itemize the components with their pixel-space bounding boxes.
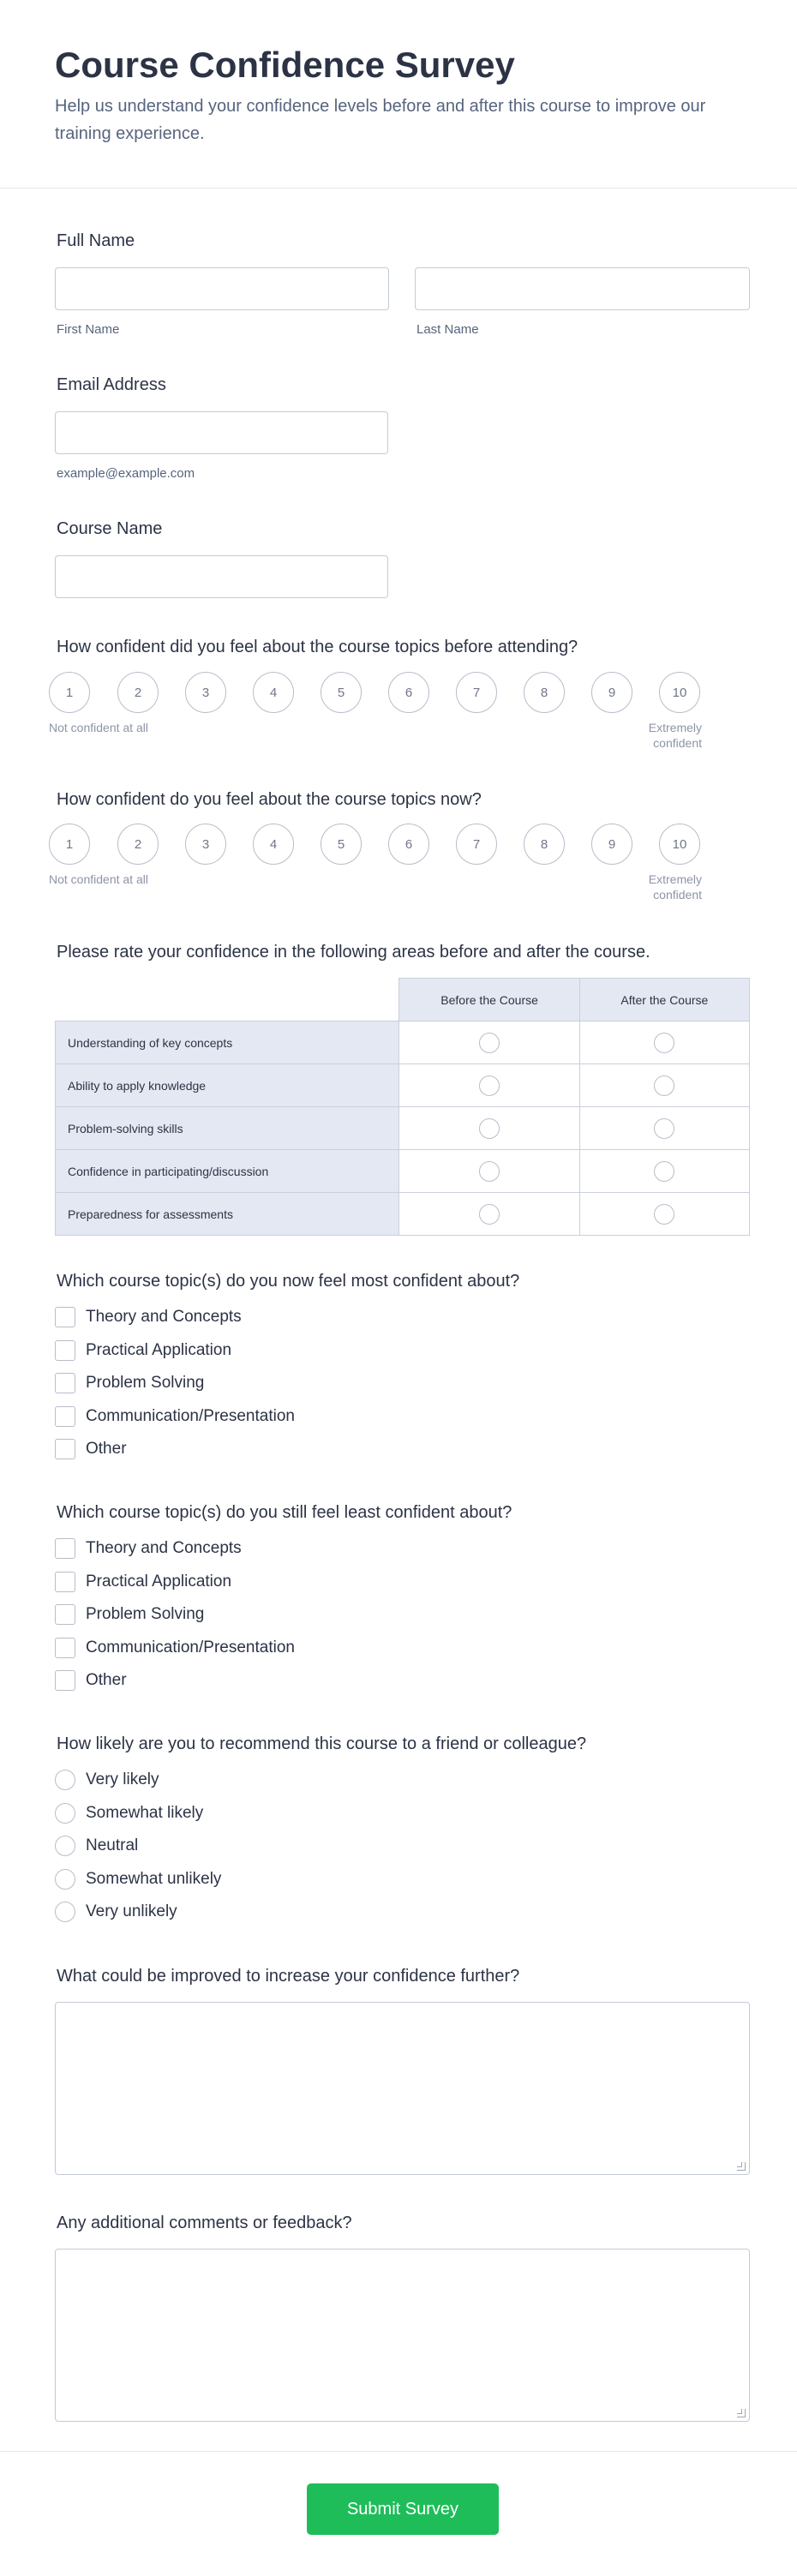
matrix-cell-after [579,1064,749,1107]
option-label: Other [86,1671,127,1689]
form-header [0,0,797,189]
matrix-row-label: Ability to apply knowledge [56,1064,399,1107]
scale-now-low-note: Not confident at all [49,872,148,886]
matrix-radio[interactable] [479,1204,500,1225]
scale-before-low-note: Not confident at all [49,721,148,734]
checkbox[interactable] [55,1638,75,1658]
footer-divider [0,2451,797,2452]
matrix-cell-before [399,1107,579,1150]
radio-button[interactable] [55,1902,75,1922]
matrix-col-before: Before the Course [399,979,579,1021]
confidence-matrix [55,978,750,1236]
scale-option-9[interactable]: 9 [591,824,632,865]
matrix-row-label: Preparedness for assessments [56,1193,399,1236]
checkbox[interactable] [55,1340,75,1361]
matrix-cell-after [579,1150,749,1193]
improve-label: What could be improved to increase your confidence further? [57,1967,520,1986]
matrix-radio[interactable] [479,1118,500,1139]
checkbox[interactable] [55,1406,75,1427]
option-label: Problem Solving [86,1374,205,1392]
scale-option-3[interactable]: 3 [185,672,226,713]
scale-option-1[interactable]: 1 [49,824,90,865]
recommend-option[interactable] [55,1834,138,1858]
checkbox[interactable] [55,1373,75,1393]
matrix-row [56,1107,750,1150]
scale-option-8[interactable]: 8 [524,824,565,865]
option-label: Very unlikely [86,1902,177,1920]
matrix-radio[interactable] [479,1033,500,1053]
scale-option-10[interactable]: 10 [659,672,700,713]
improve-textarea[interactable] [55,2002,750,2175]
matrix-radio[interactable] [479,1075,500,1096]
checkbox[interactable] [55,1439,75,1459]
submit-button[interactable]: Submit Survey [307,2483,499,2535]
email-input[interactable] [55,411,388,454]
last-name-input[interactable] [415,267,750,310]
recommend-option[interactable] [55,1768,159,1792]
matrix-cell-after [579,1107,749,1150]
recommend-option[interactable] [55,1900,177,1924]
option-label: Somewhat unlikely [86,1869,222,1888]
option-label: Theory and Concepts [86,1308,242,1326]
recommend-option[interactable] [55,1867,221,1891]
matrix-radio[interactable] [654,1075,674,1096]
checkbox[interactable] [55,1670,75,1691]
scale-option-5[interactable]: 5 [321,672,362,713]
most-confident-option[interactable] [55,1405,295,1429]
scale-option-1[interactable]: 1 [49,672,90,713]
matrix-label: Please rate your confidence in the following areas before and after the course. [57,943,650,962]
option-label: Practical Application [86,1572,232,1591]
page-description: Help us understand your confidence levels before and after this course to improve our training experience. [55,97,706,143]
scale-option-7[interactable]: 7 [456,824,497,865]
least-confident-option[interactable] [55,1570,231,1594]
matrix-cell-before [399,1193,579,1236]
option-label: Neutral [86,1836,139,1854]
matrix-radio[interactable] [654,1161,674,1182]
scale-option-6[interactable]: 6 [388,824,429,865]
radio-button[interactable] [55,1869,75,1890]
matrix-cell-before [399,1150,579,1193]
scale-now-high-note: Extremely confident [648,872,702,902]
option-label: Problem Solving [86,1605,205,1623]
matrix-row-label: Problem-solving skills [56,1107,399,1150]
matrix-row-label: Confidence in participating/discussion [56,1150,399,1193]
page-title: Course Confidence Survey [55,45,515,85]
matrix-row [56,1064,750,1107]
scale-option-4[interactable]: 4 [253,672,294,713]
recommend-label: How likely are you to recommend this course to a friend or colleague? [57,1734,587,1753]
most-confident-option[interactable] [55,1305,242,1329]
option-label: Communication/Presentation [86,1638,295,1656]
checkbox[interactable] [55,1307,75,1327]
option-label: Communication/Presentation [86,1406,295,1425]
most-confident-option[interactable] [55,1339,231,1363]
checkbox[interactable] [55,1604,75,1625]
course-name-label: Course Name [57,519,163,538]
scale-option-7[interactable]: 7 [456,672,497,713]
matrix-row [56,1150,750,1193]
option-label: Other [86,1440,127,1458]
scale-option-2[interactable]: 2 [117,672,159,713]
first-name-input[interactable] [55,267,389,310]
matrix-radio[interactable] [654,1204,674,1225]
scale-before-high-note: Extremely confident [648,721,702,750]
matrix-row [56,1021,750,1064]
option-label: Theory and Concepts [86,1539,242,1557]
course-name-input[interactable] [55,555,388,598]
full-name-label: Full Name [57,231,135,250]
least-confident-option[interactable] [55,1603,204,1626]
matrix-radio[interactable] [654,1118,674,1139]
scale-option-3[interactable]: 3 [185,824,226,865]
scale-option-5[interactable]: 5 [321,824,362,865]
radio-button[interactable] [55,1770,75,1790]
matrix-col-after: After the Course [579,979,749,1021]
least-confident-label: Which course topic(s) do you still feel least confident about? [57,1503,512,1522]
last-name-sublabel: Last Name [416,322,479,337]
checkbox[interactable] [55,1572,75,1592]
resize-grip-icon[interactable] [737,2162,746,2171]
most-confident-option[interactable] [55,1437,127,1461]
comments-label: Any additional comments or feedback? [57,2214,352,2232]
most-confident-option[interactable] [55,1371,204,1395]
least-confident-option[interactable] [55,1668,127,1692]
scale-option-4[interactable]: 4 [253,824,294,865]
comments-textarea[interactable] [55,2249,750,2422]
matrix-cell-before [399,1064,579,1107]
radio-button[interactable] [55,1836,75,1856]
matrix-cell-before [399,1021,579,1064]
checkbox[interactable] [55,1538,75,1559]
matrix-row [56,1193,750,1236]
email-sublabel: example@example.com [57,466,195,481]
option-label: Somewhat likely [86,1803,204,1822]
scale-option-2[interactable]: 2 [117,824,159,865]
option-label: Very likely [86,1770,159,1788]
most-confident-label: Which course topic(s) do you now feel most confident about? [57,1272,520,1291]
matrix-corner [56,979,399,1021]
least-confident-option[interactable] [55,1537,242,1561]
scale-before-label: How confident did you feel about the course topics before attending? [57,638,578,656]
email-label: Email Address [57,375,166,394]
scale-option-10[interactable]: 10 [659,824,700,865]
scale-now-label: How confident do you feel about the course topics now? [57,790,482,809]
matrix-radio[interactable] [654,1033,674,1053]
first-name-sublabel: First Name [57,322,120,337]
recommend-option[interactable] [55,1801,203,1825]
radio-button[interactable] [55,1803,75,1824]
option-label: Practical Application [86,1340,232,1359]
least-confident-option[interactable] [55,1636,295,1660]
scale-option-9[interactable]: 9 [591,672,632,713]
matrix-cell-after [579,1021,749,1064]
matrix-row-label: Understanding of key concepts [56,1021,399,1064]
scale-option-6[interactable]: 6 [388,672,429,713]
matrix-radio[interactable] [479,1161,500,1182]
matrix-cell-after [579,1193,749,1236]
resize-grip-icon[interactable] [737,2409,746,2417]
scale-option-8[interactable]: 8 [524,672,565,713]
